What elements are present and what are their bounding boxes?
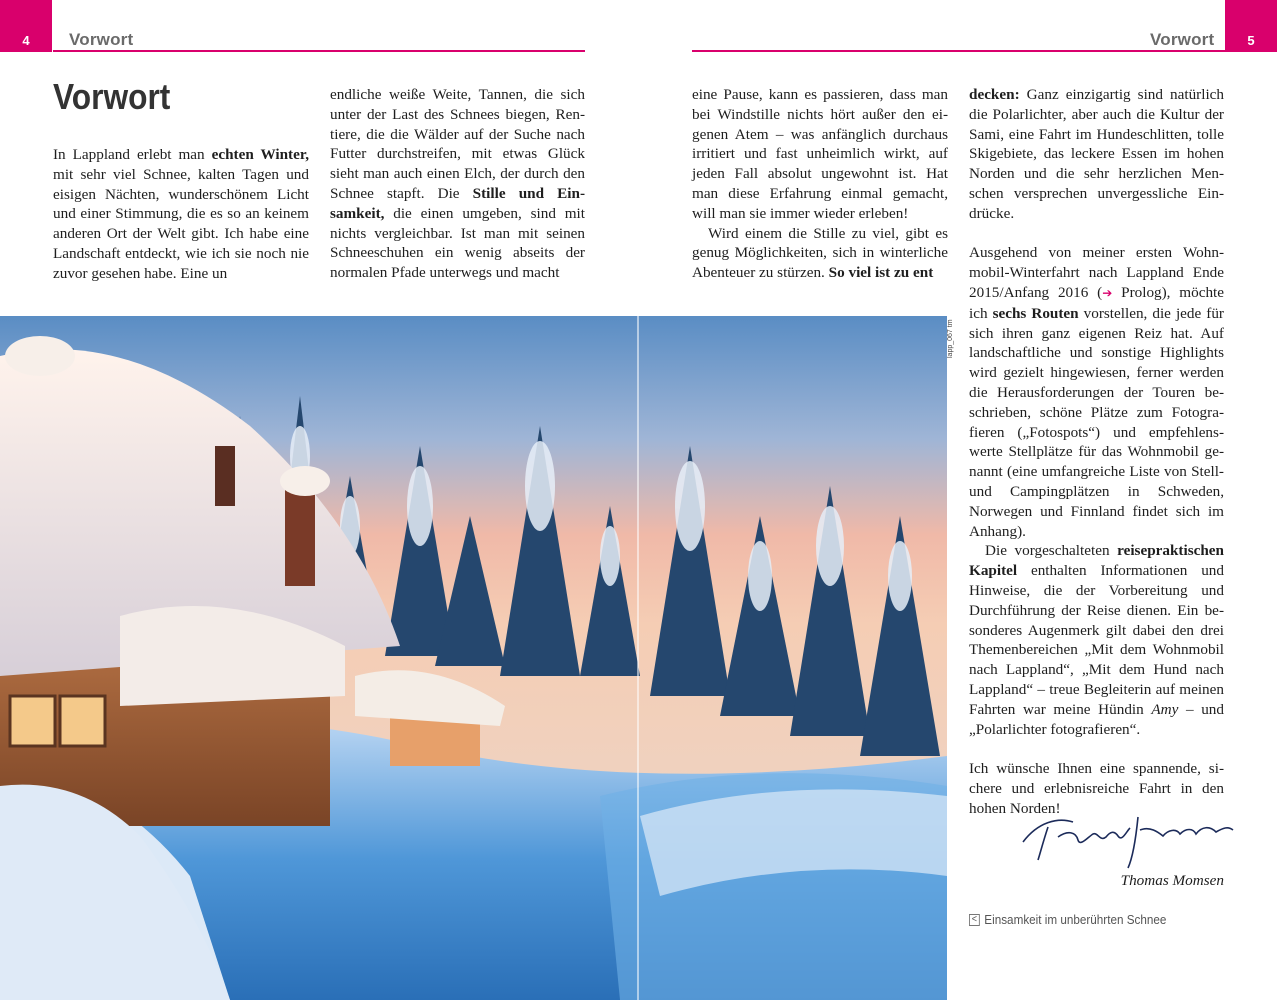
- text-column-2: [330, 85, 585, 283]
- paragraph: endliche weiße Weite, Tannen, die sich unter der Last des Schnees biegen, Rentiere, die die Wälder auf der Suche nach Futter durchstreifen, mit etwas Glück sieht man auch einen Elch, der durch den Schnee stapft. Die Stille und Einsamkeit, die einen umgeben, sind mit nichts vergleichbar. Ist man mit seinen Schneeschuhen ein wenig abseits der normalen Pfade unterwegs und macht: [330, 86, 585, 282]
- text-column-3: [692, 85, 948, 283]
- paragraph: Die vorgeschalteten reisepraktischen Kapitel enthalten Informationen und Hinweise, die der Vorbereitung und Durchführung der Reise dienen. Ein besonderes Augenmerk gilt dabei den drei Themenbereichen „Mit dem Wohnmobil nach Lappland“, „Mit dem Hund nach Lappland“ – treue Begleiterin auf meinen Fahrten war meine Hündin Amy – und „Polarlichter fotografieren“.: [969, 542, 1224, 738]
- paragraph: decken: Ganz einzigartig sind natürlich die Polarlichter, aber auch die Kultur der Sami, eine Fahrt im Hundeschlitten, tolle Skigebiete, das leckere Essen im hohen Norden und die sehr herzlichen Menschen versprechen unvergessliche Eindrücke.: [969, 86, 1224, 222]
- paragraph: Wird einem die Stille zu viel, gibt es genug Möglichkeiten, sich in winterliche Abenteuer zu stürzen. So viel ist zu ent: [692, 224, 948, 282]
- page-number-left: 4: [0, 0, 52, 52]
- text-column-4: [969, 85, 1224, 818]
- header-rule-right: [692, 50, 1225, 52]
- caption-text: Einsamkeit im unberührten Schnee: [984, 912, 1167, 927]
- running-title-right: Vorwort: [1150, 30, 1215, 49]
- paragraph: Ausgehend von meiner ersten Wohnmobil-Winterfahrt nach Lappland Ende 2015/Anfang 2016 (➔ Prolog), möchte ich sechs Routen vorstellen, die jede für sich ihren ganz eigenen Reiz hat. Auf landschaftliche und sonstige Highlights wird gezielt hingewiesen, ferner werden die Herausforderungen der Touren beschrieben, schöne Plätze zum Fotografieren („Fotospots“) und empfehlenswerte Stellplätze für das Wohnmobil genannt (eine umfangreiche Liste von Stell- und Campingplätzen in Schweden, Norwegen und Finnland findet sich im Anhang).: [969, 244, 1225, 540]
- photo-credit: lapp_067 tm: [947, 319, 954, 358]
- handwritten-signature: [1018, 802, 1238, 872]
- page-number-right: 5: [1225, 0, 1277, 52]
- header-rule-left: [53, 50, 585, 52]
- winter-landscape-photo: [0, 316, 947, 1000]
- cross-reference-arrow-icon: ➔: [1102, 285, 1113, 300]
- page-title: Vorwort: [53, 76, 171, 117]
- text-column-1: [53, 145, 309, 284]
- caption-pointer-icon: <: [969, 914, 980, 926]
- paragraph: In Lappland erlebt man echten Winter, mit sehr viel Schnee, kalten Tagen und eisigen Nächten, wunderschönem Licht und einer Stimmung, die es so an keinem anderen Ort der Welt gibt. Ich habe eine Landschaft entdeckt, wie ich sie noch nie zuvor gesehen habe. Eine un: [53, 146, 309, 282]
- paragraph: Ich wünsche Ihnen eine spannende, sichere und erlebnisreiche Fahrt in den hohen Norden!: [969, 760, 1224, 817]
- running-title-left: Vorwort: [69, 30, 134, 49]
- photo-caption: [969, 912, 1166, 927]
- paragraph: eine Pause, kann es passieren, dass man bei Windstille nichts hört außer den eigenen Atem – was anfänglich durchaus irritiert und fast unheimlich wirkt, auf jeden Fall absolut ungewohnt ist. Hat man diese Erfahrung einmal gemacht, will man sie immer wieder erleben!: [692, 86, 948, 222]
- author-name: Thomas Momsen: [1120, 872, 1224, 889]
